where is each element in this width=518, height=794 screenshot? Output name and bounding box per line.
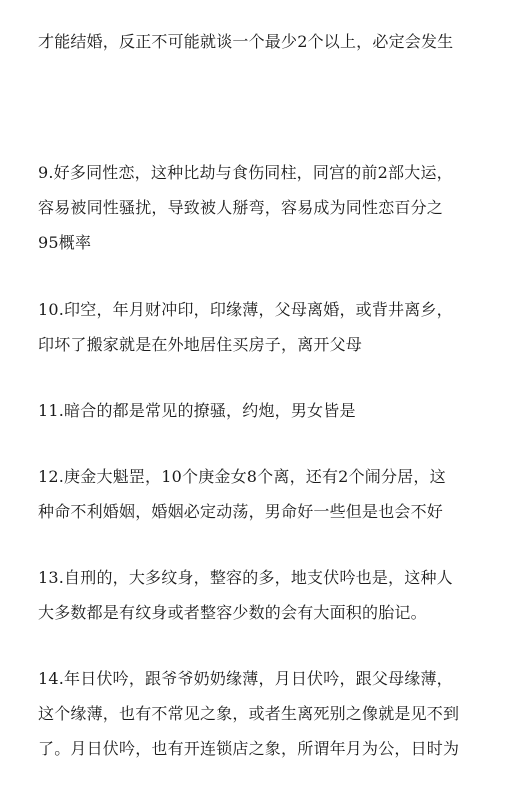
item-14-line-2: 这个缘薄，也有不常见之象，或者生离死别之像就是见不到 xyxy=(38,704,460,723)
item-12-line-1: 12.庚金大魁罡，10个庚金女8个离，还有2个闹分居，这 xyxy=(38,467,446,486)
item-9-line-1: 9.好多同性恋，这种比劫与食伤同柱，同宫的前2部大运， xyxy=(38,163,453,182)
item-14-line-1: 14.年日伏吟，跟爷爷奶奶缘薄，月日伏吟，跟父母缘薄， xyxy=(38,669,453,688)
item-13-line-2: 大多数都是有纹身或者整容少数的会有大面积的胎记。 xyxy=(38,603,427,622)
item-11-line-1: 11.暗合的都是常见的撩骚，约炮，男女皆是 xyxy=(38,401,356,420)
item-10-line-2: 印坏了搬家就是在外地居住买房子，离开父母 xyxy=(38,335,363,354)
item-10-line-1: 10.印空，年月财冲印，印缘薄，父母离婚，或背井离乡， xyxy=(38,300,453,319)
item-9-line-3: 95概率 xyxy=(38,233,92,252)
text-line-intro: 才能结婚，反正不可能就谈一个最少2个以上，必定会发生 xyxy=(38,32,454,51)
item-9-line-2: 容易被同性骚扰，导致被人掰弯，容易成为同性恋百分之 xyxy=(38,198,444,217)
item-13-line-1: 13.自刑的，大多纹身，整容的多，地支伏吟也是，这种人 xyxy=(38,568,453,587)
item-12-line-2: 种命不利婚姻，婚姻必定动荡，男命好一些但是也会不好 xyxy=(38,502,444,521)
item-14-line-3: 了。月日伏吟，也有开连锁店之象，所谓年月为公，日时为 xyxy=(38,739,460,758)
